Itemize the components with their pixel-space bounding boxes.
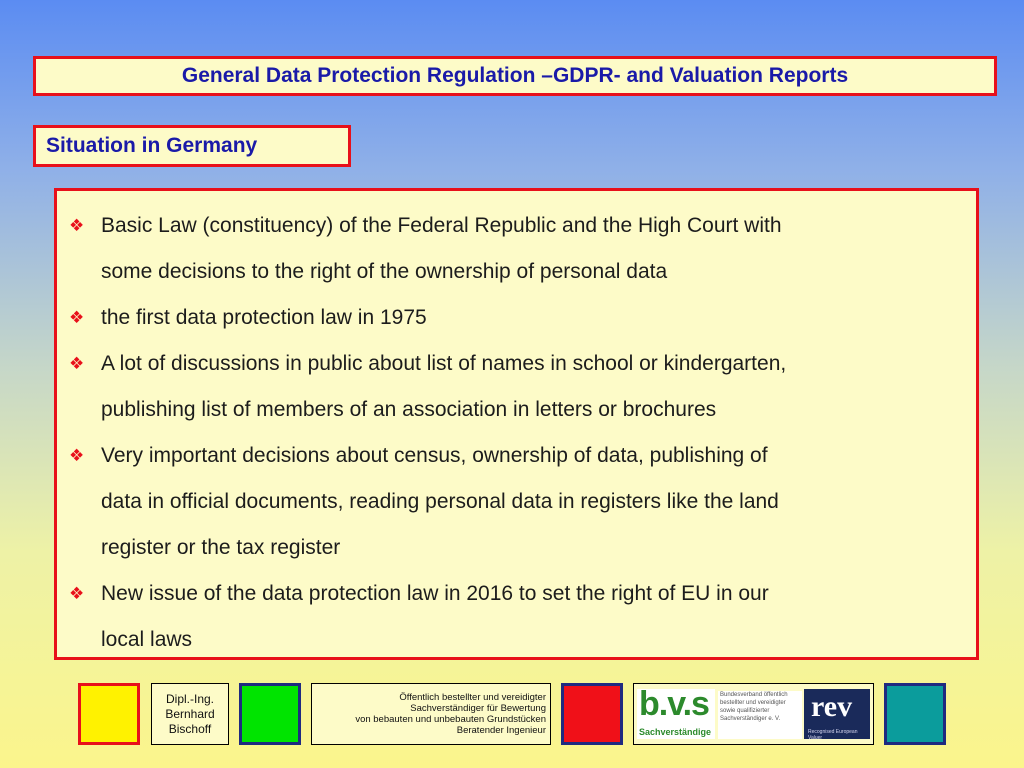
red-color-square [561,683,623,745]
bullet-line: A lot of discussions in public about list of names in school or kindergarten, [101,352,787,375]
rev-logo-subtitle: Recognised European Valuer [808,729,858,741]
bvs-logo-subtitle: Sachverständige [639,727,712,737]
section-heading-text: Situation in Germany [46,134,258,157]
section-heading [33,125,351,167]
bullet-line: publishing list of members of an association in letters or brochures [101,398,717,421]
rev-logo-word: rev [811,690,853,723]
bullet-line: local laws [101,628,193,651]
bullet-line: New issue of the data protection law in 2016 to set the right of EU in our [101,582,769,605]
bullet-line: data in official documents, reading personal data in registers like the land [101,490,779,513]
four-diamond-bullet-icon: ❖ [69,216,85,235]
association-line: Bundesverband öffentlich [720,692,788,698]
certification-box [311,683,551,745]
certification-line: Öffentlich bestellter und vereidigter [399,692,546,703]
bullet-line: some decisions to the right of the ownership of personal data [101,260,668,283]
author-name-line: Dipl.-Ing. [165,691,215,706]
bullet-item [69,433,956,571]
slide-title-text: General Data Protection Regulation –GDPR- and Valuation Reports [181,64,849,87]
teal-color-square [884,683,946,745]
association-line: bestellter und vereidigter [720,700,786,706]
bvs-logo-word: b.v.s [639,685,709,723]
author-name-line: Bischoff [168,721,212,736]
association-line: sowie qualifizierter [720,708,770,714]
author-name-box [151,683,229,745]
certification-line: von bebauten und unbebauten Grundstücken [355,714,546,725]
association-logos-box [633,683,874,745]
association-description [718,691,802,739]
bullet-item [69,295,956,341]
four-diamond-bullet-icon: ❖ [69,584,85,603]
bvs-logo [637,685,715,739]
bullet-line: register or the tax register [101,536,341,559]
slide-title [33,56,997,96]
bullet-item [69,203,956,295]
association-line: Sachverständiger e. V. [720,716,781,722]
four-diamond-bullet-icon: ❖ [69,446,85,465]
bullet-list [54,188,979,660]
certification-line: Beratender Ingenieur [456,725,546,736]
four-diamond-bullet-icon: ❖ [69,308,85,327]
bullet-item [69,571,956,663]
author-name-line: Bernhard [165,706,215,721]
bullet-line: Basic Law (constituency) of the Federal Republic and the High Court with [101,214,782,237]
bullet-line: Very important decisions about census, ownership of data, publishing of [101,444,768,467]
certification-line: Sachverständiger für Bewertung [410,703,546,714]
bullet-line: the first data protection law in 1975 [101,306,427,329]
yellow-color-square [78,683,140,745]
four-diamond-bullet-icon: ❖ [69,354,85,373]
bullet-item [69,341,956,433]
rev-logo [804,689,870,739]
green-color-square [239,683,301,745]
